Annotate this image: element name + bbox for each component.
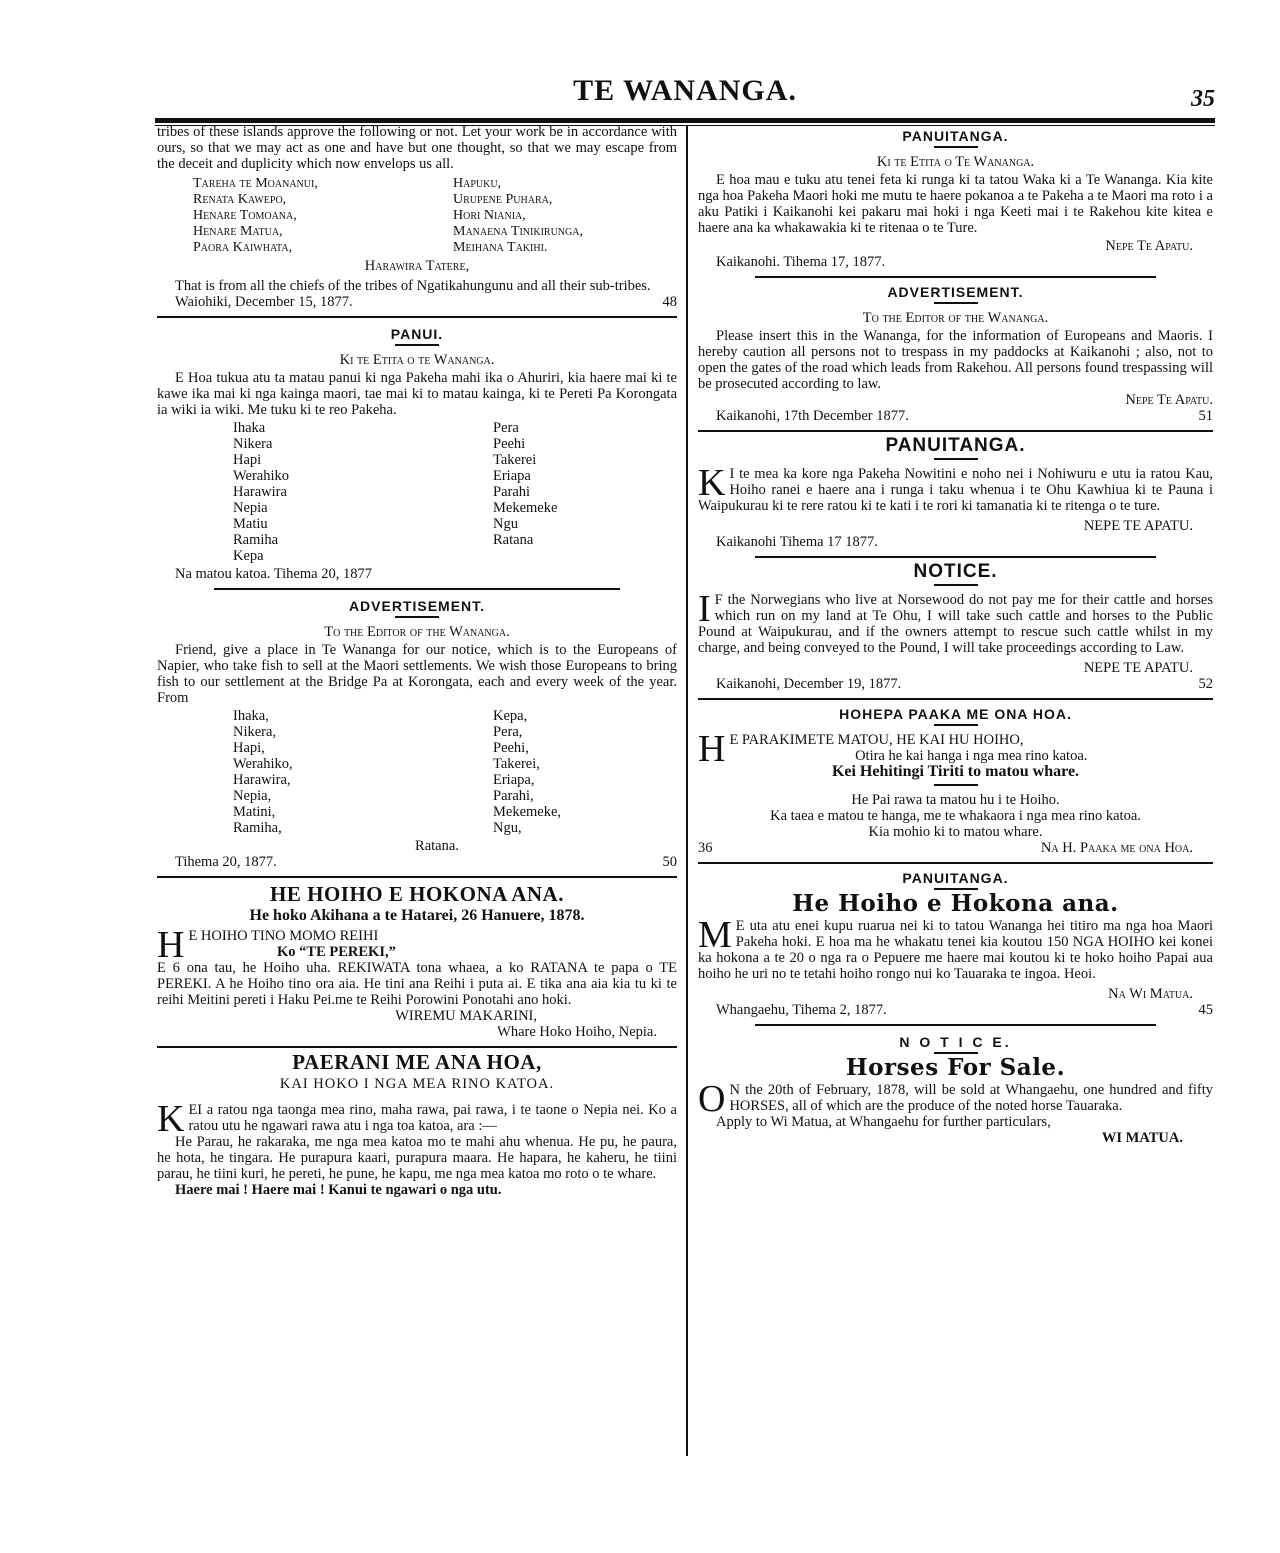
paerani-closing: Haere mai ! Haere mai ! Kanui te ngawari o nga utu. bbox=[175, 1182, 502, 1198]
notice-number: 36 bbox=[698, 840, 713, 856]
panui-heading: PANUI. bbox=[390, 326, 444, 342]
hoiho-subheading: He hoko Akihana a te Hatarei, 26 Hanuere, 1878. bbox=[249, 907, 585, 924]
section-rule bbox=[698, 862, 1213, 864]
name: Mekemeke bbox=[493, 500, 558, 516]
panuitanga2-date: Kaikanohi Tihema 17 1877. bbox=[716, 534, 878, 550]
hohepa-line2: Otira he kai hanga i nga mea rino katoa. bbox=[855, 748, 1088, 764]
name: Matiu bbox=[233, 516, 268, 532]
name: Hapi bbox=[233, 452, 262, 468]
hohepa-line5: Ka taea e matou te hanga, me te whakaora i nga mea rino katoa. bbox=[770, 808, 1141, 824]
notice2-text bbox=[698, 1078, 1213, 1120]
advert-date: Tihema 20, 1877. bbox=[175, 854, 277, 870]
section-rule bbox=[157, 316, 677, 318]
paerani-body2: He Parau, he rakaraka, me nga mea katoa mo te mahi ahu whenua. He pu, he paura, he hota, he tingara. He purapura kaari, purapura maara. He hapara, he kaheru, he tiini parau, he tiini kuri, he pereti, he pune, he kapu, me nga mea katoa mo roto o te whare. bbox=[157, 1134, 677, 1182]
name: Nikera bbox=[233, 436, 273, 452]
panuitanga1-heading: PANUITANGA. bbox=[902, 128, 1009, 144]
signatory: Paora Kaiwhata, bbox=[193, 240, 293, 255]
hohepa-sig: Na H. Paaka me ona Hoa. bbox=[1040, 840, 1193, 856]
short-rule bbox=[395, 344, 439, 346]
hohepa-heading: HOHEPA PAAKA ME ONA HOA. bbox=[839, 706, 1072, 722]
name: Nepia, bbox=[233, 788, 272, 804]
advert-body: Friend, give a place in Te Wananga for our notice, which is to the Europeans of Napier, who take fish to sell at the Maori settlements. We wish those Europeans to bring fish to our settlement at the Bridge Pa at Korongata, each and every week of the year. From bbox=[157, 642, 677, 706]
advert-names bbox=[233, 708, 677, 836]
name: Eriapa, bbox=[493, 772, 535, 788]
hoiho-line1: E HOIHO TINO MOMO REIHI bbox=[188, 928, 379, 944]
drop-cap: H bbox=[698, 728, 726, 770]
section-rule bbox=[755, 556, 1157, 558]
notice2-body: N the 20th of February, 1878, will be sold at Whangaehu, one hundred and fifty HORSES, all of which are the produce of the noted horse Tauaraka. bbox=[729, 1082, 1213, 1114]
notice-number: 51 bbox=[1198, 408, 1213, 424]
name bbox=[493, 548, 713, 564]
name: Pera bbox=[493, 420, 519, 436]
name: Nikera, bbox=[233, 724, 277, 740]
hohepa-line1: E PARAKIMETE MATOU, HE KAI HU HOIHO, bbox=[729, 732, 1024, 748]
panuitanga1-body: E hoa mau e tuku atu tenei feta ki runga ki ta tatou Waka ki a Te Wananga. Kia kite nga hoa Pakeha Maori hoki me mutu te haere pokanoa a te Pakeha a te Maori ma roto i a aku Patiki i Kaikanohi kei pakaru mai hoki i nga Keeti mai i te Rakehou kite kitea e haere ana ka whakawakia ki te ritenaa o te Ture. bbox=[698, 172, 1213, 236]
closing-text: That is from all the chiefs of the tribes of Ngatikahungunu and all their sub-tribes. bbox=[175, 278, 651, 294]
name: Ratana bbox=[493, 532, 534, 548]
name: Ihaka bbox=[233, 420, 266, 436]
name: Mekemeke, bbox=[493, 804, 562, 820]
advert-date-row bbox=[157, 854, 677, 870]
section-rule bbox=[214, 588, 620, 590]
panuitanga3-sig: Na Wi Matua. bbox=[1108, 986, 1193, 1002]
signatory-list bbox=[193, 176, 677, 256]
panuitanga3-text bbox=[698, 914, 1213, 982]
section-rule bbox=[698, 698, 1213, 700]
panuitanga2-body: I te mea ka kore nga Pakeha Nowitini e noho nei i Nohiwuru e utu ia ratou Kau, Hoiho ranei e haere ana i runga i taku whenua i te Ohu Kawhiua ki te Pauna i Waipukurau ki te rere ratou ki te kati i te rori ki tamanatia ki te ritenga o te ture. bbox=[698, 466, 1213, 514]
hoiho-line2: Ko “TE PEREKI,” bbox=[277, 944, 396, 960]
name: Peehi, bbox=[493, 740, 529, 756]
notice-number: 48 bbox=[662, 294, 677, 310]
notice-number: 50 bbox=[662, 854, 677, 870]
name: Ngu bbox=[493, 516, 518, 532]
short-rule bbox=[934, 458, 978, 460]
panuitanga2-sig: NEPE TE APATU. bbox=[1083, 518, 1193, 534]
panuitanga1-sig: Nepe Te Apatu. bbox=[1105, 238, 1193, 254]
advert-heading: ADVERTISEMENT. bbox=[348, 598, 486, 614]
panuitanga3-body: E uta atu enei kupu ruarua nei ki to tatou Wananga hei titiro ma nga hoa Maori Pakeha hoki. E hoa ma he whakatu tenei kia koutou 150 NGA HOIHO kei konei ka hokona a te 20 o nga ra o Pepuere me haere mai koutou ki te hoko hoiho Papai aua hoiho he uri no te tetahi hoiho rongo nui ko Tauaraka te ingoa. Heoi. bbox=[698, 918, 1213, 982]
name: Werahiko bbox=[233, 468, 290, 484]
section-rule bbox=[157, 1046, 677, 1048]
name: Takerei bbox=[493, 452, 537, 468]
panuitanga3-title: He Hoiho e Hokona ana. bbox=[792, 890, 1119, 917]
right-column bbox=[698, 124, 1213, 1146]
drop-cap: I bbox=[698, 588, 711, 630]
signatory: Urupene Puhara, bbox=[453, 192, 553, 207]
signatory: Henare Tomoana, bbox=[193, 208, 297, 223]
drop-cap: M bbox=[698, 914, 732, 956]
advert-date-row bbox=[698, 408, 1213, 424]
short-rule bbox=[934, 584, 978, 586]
name: Ngu, bbox=[493, 820, 522, 836]
short-rule bbox=[395, 616, 439, 618]
masthead bbox=[155, 68, 1215, 112]
hoiho-heading: HE HOIHO E HOKONA ANA. bbox=[270, 882, 564, 906]
panuitanga3-date-row bbox=[698, 1002, 1213, 1018]
hohepa-line6: Kia mohio ki to matou whare. bbox=[868, 824, 1043, 840]
section-rule bbox=[157, 876, 677, 878]
name: Matini, bbox=[233, 804, 276, 820]
drop-cap: K bbox=[698, 462, 726, 504]
drop-cap: H bbox=[157, 924, 185, 966]
name: Takerei, bbox=[493, 756, 540, 772]
name: Harawira, bbox=[233, 772, 291, 788]
panuitanga1-addressee: Ki te Etita o Te Wananga. bbox=[876, 154, 1035, 170]
masthead-rule bbox=[155, 118, 1215, 123]
name: Kepa bbox=[233, 548, 264, 564]
hohepa-sig-row bbox=[698, 840, 1213, 856]
signatory: Hori Niania, bbox=[453, 208, 526, 223]
closing-date-row bbox=[157, 294, 677, 310]
signatory: Tareha te Moananui, bbox=[193, 176, 318, 191]
notice1-heading: NOTICE. bbox=[913, 561, 998, 582]
page-number: 35 bbox=[1191, 86, 1215, 112]
name: Kepa, bbox=[493, 708, 528, 724]
name: Ihaka, bbox=[233, 708, 269, 724]
short-rule bbox=[934, 302, 978, 304]
name: Peehi bbox=[493, 436, 526, 452]
notice1-sig: NEPE TE APATU. bbox=[1083, 660, 1193, 676]
signatory-last: Harawira Tatere, bbox=[364, 258, 470, 274]
advert-date: Kaikanohi, 17th December 1877. bbox=[716, 408, 909, 424]
panuitanga3-date: Whangaehu, Tihema 2, 1877. bbox=[716, 1002, 887, 1018]
name: Nepia bbox=[233, 500, 268, 516]
panui-footer: Na matou katoa. Tihema 20, 1877 bbox=[175, 566, 372, 582]
short-rule bbox=[934, 146, 978, 148]
notice1-date-row bbox=[698, 676, 1213, 692]
name: Ramiha bbox=[233, 532, 279, 548]
hohepa-intro bbox=[698, 728, 1213, 770]
signatory: Renata Kawepo, bbox=[193, 192, 287, 207]
paerani-intro bbox=[157, 1098, 677, 1140]
notice2-title: Horses For Sale. bbox=[845, 1054, 1066, 1081]
intro-text: tribes of these islands approve the following or not. Let your work be in accordance with ours, so that we may act as one and have but one thought, so that we may escape from the deceit and duplicity which now envelops us all. bbox=[157, 124, 677, 172]
name: Eriapa bbox=[493, 468, 531, 484]
hoiho-sig2: Whare Hoko Hoiho, Nepia. bbox=[497, 1024, 657, 1040]
short-rule bbox=[934, 724, 978, 726]
advert-addressee: To the Editor of the Wananga. bbox=[862, 310, 1049, 326]
notice-number: 45 bbox=[1198, 1002, 1213, 1018]
panuitanga2-text bbox=[698, 462, 1213, 514]
name: Parahi, bbox=[493, 788, 534, 804]
paerani-subheading: KAI HOKO I NGA MEA RINO KATOA. bbox=[279, 1076, 555, 1092]
notice2-heading: N O T I C E. bbox=[899, 1034, 1012, 1050]
notice2-apply: Apply to Wi Matua, at Whangaehu for further particulars, bbox=[716, 1114, 1051, 1130]
name: Pera, bbox=[493, 724, 523, 740]
notice1-body: F the Norwegians who live at Norsewood do not pay me for their cattle and horses which run on my land at Te Ohu, I will take such cattle and horses to the Public Pound at Waipukurau, and if the owners attempt to rescue such cattle whilst in my charge, and being conveyed to the Pound, I will take proceedings according to Law. bbox=[698, 592, 1213, 656]
notice1-date: Kaikanohi, December 19, 1877. bbox=[716, 676, 902, 692]
hoiho-intro bbox=[157, 924, 677, 966]
notice1-text bbox=[698, 588, 1213, 656]
panui-body: E Hoa tukua atu ta matau panui ki nga Pakeha mahi ika o Ahuriri, kia haere mai ki te kawe ika mai ki nga kainga maori, tae mai ki to matau kainga, ki te Pereti Pa Korongata ia wiki ia wiki. Me tuku ki te reo Pakeha. bbox=[157, 370, 677, 418]
advert-body: Please insert this in the Wananga, for the information of Europeans and Maoris. I hereby caution all persons not to trespass in my paddocks at Kaikanohi ; also, not to open the gates of the road which leads from Rakehou. All persons found trespassing will be prosecuted according to law. bbox=[698, 328, 1213, 392]
advert-last-name: Ratana. bbox=[415, 838, 459, 854]
name: Ramiha, bbox=[233, 820, 282, 836]
notice2-sig: WI MATUA. bbox=[1101, 1130, 1183, 1146]
hohepa-line3: Kei Hehitingi Tiriti to matou whare. bbox=[831, 763, 1080, 780]
panuitanga2-heading: PANUITANGA. bbox=[885, 435, 1026, 456]
name: Parahi bbox=[493, 484, 531, 500]
hohepa-line4: He Pai rawa ta matou hu i te Hoiho. bbox=[851, 792, 1060, 808]
signatory: Manaena Tinikirunga, bbox=[453, 224, 583, 239]
signatory: Meihana Takihi. bbox=[453, 240, 548, 255]
panui-names bbox=[233, 420, 677, 564]
drop-cap: K bbox=[157, 1098, 185, 1140]
hoiho-body: E 6 ona tau, he Hoiho uha. REKIWATA tona whaea, a ko RATANA te papa o TE PEREKI. A he Hoiho tino ora aia. He tini ana Reihi i puta ai. E tika ana aia kia tu ki te reihi Meitini pereti i Haku Pei.me te Reihi Porowini Ponotahi ano hoki. bbox=[157, 960, 677, 1008]
signatory: Hapuku, bbox=[453, 176, 502, 191]
paerani-heading: PAERANI ME ANA HOA, bbox=[292, 1050, 542, 1074]
newspaper-title: TE WANANGA. bbox=[573, 74, 797, 107]
notice-number: 52 bbox=[1198, 676, 1213, 692]
signatory: Henare Matua, bbox=[193, 224, 283, 239]
advert-addressee: To the Editor of the Wananga. bbox=[324, 624, 510, 640]
section-rule bbox=[698, 430, 1213, 432]
name: Harawira bbox=[233, 484, 287, 500]
name: Hapi, bbox=[233, 740, 265, 756]
left-column bbox=[157, 124, 677, 1198]
name: Werahiko, bbox=[233, 756, 293, 772]
advert-sig: Nepe Te Apatu. bbox=[1125, 392, 1213, 408]
closing-date: Waiohiki, December 15, 1877. bbox=[175, 294, 353, 310]
hoiho-sig1: WIREMU MAKARINI, bbox=[395, 1008, 537, 1024]
section-rule bbox=[755, 1024, 1157, 1026]
advert-heading: ADVERTISEMENT. bbox=[887, 284, 1024, 300]
section-rule bbox=[755, 276, 1157, 278]
panuitanga3-heading: PANUITANGA. bbox=[902, 870, 1009, 886]
short-rule bbox=[934, 784, 978, 786]
paerani-body1: EI a ratou nga taonga mea rino, maha rawa, pai rawa, i te taone o Nepia nei. Ko a ratou utu he ngawari rawa atu i nga toa katoa, ara :— bbox=[188, 1102, 677, 1134]
panuitanga1-date: Kaikanohi. Tihema 17, 1877. bbox=[716, 254, 886, 270]
panui-addressee: Ki te Etita o te Wananga. bbox=[339, 352, 495, 368]
drop-cap: O bbox=[698, 1078, 726, 1120]
